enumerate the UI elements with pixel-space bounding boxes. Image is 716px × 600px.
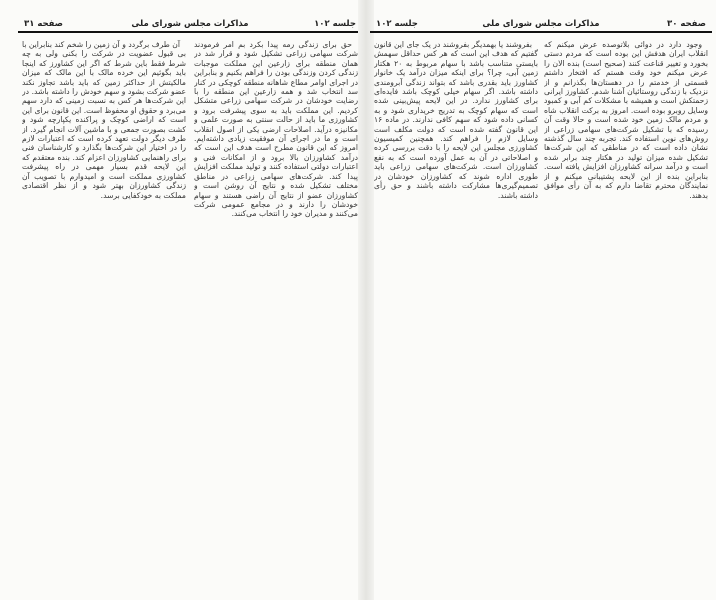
paragraph: وجود دارد در دوائی بلاتوصده عرض میکنم که انقلاب ایران هدفش این بوده است که مردم دستی بخورد و تغییر قناعت کنند (صحیح است) بنده الان را عرض میکنم خود وقت هستم که افتخار داشتم قسمتی از خدمتم را در دهستان‌ها بگذرانم و از نزدیک با زندگی روستائیان آشنا شدم. کشاورز ایرانی زحمتکش است و همیشه با مشکلات کم آبی و کمبود وسایل روبرو بوده است. امروز به برکت انقلاب شاه و مردم مالک زمین خود شده است و حالا وقت آن رسیده که با تشکیل شرکت‌های سهامی زراعی از روش‌های نوین استفاده کند. تجربه چند سال گذشته نشان داده است که در مناطقی که این شرکت‌ها تشکیل شده میزان تولید در هکتار چند برابر شده است و درآمد سرانه کشاورزان افزایش یافته است. بنابراین بنده از این لایحه پشتیبانی میکنم و از نمایندگان محترم تقاضا دارم که به آن رأی موافق بدهند. — [544, 40, 708, 200]
session-number: جلسه ۱۰۲ — [376, 19, 418, 29]
left-page — [18, 0, 362, 600]
text-column-right — [194, 40, 358, 590]
page-header — [370, 18, 712, 33]
text-column-right — [544, 40, 708, 590]
page-header — [18, 18, 362, 33]
session-number: جلسه ۱۰۲ — [314, 19, 356, 29]
paragraph: آن طرف برگردد و آن زمین را شخم کند بنابراین با بی قبول عضویت در شرکت را بکنی ولی به چه شرط فقط باین شرط که اگر این کشاورز که اینجا باید بگوئیم این خرده مالک با این مالک که میزان مالکیتش از حداکثر زمین که باید باشد تجاوز نکند عضو شرکت بشود و سهم خودش را داشته باشد. در این شرکت‌ها هر کس به نسبت زمینی که دارد سهم می‌برد و حقوق او محفوظ است. این قانون برای این است که اراضی کوچک و پراکنده یکپارچه شود و کشت بصورت جمعی و با ماشین آلات انجام گیرد. از طرف دیگر دولت تعهد کرده است که اعتبارات لازم را در اختیار این شرکت‌ها بگذارد و کارشناسان فنی برای راهنمایی کشاورزان اعزام کند. بنده معتقدم که این لایحه قدم بسیار مهمی در راه پیشرفت کشاورزی مملکت است و امیدوارم با تصویب آن زندگی کشاورزان بهتر شود و از نظر اقتصادی مملکت به خودکفایی برسد. — [22, 40, 186, 200]
right-page — [370, 0, 712, 600]
text-column-left — [374, 40, 538, 590]
running-title: مذاکرات مجلس شورای ملی — [482, 19, 600, 29]
running-title: مذاکرات مجلس شورای ملی — [131, 19, 249, 29]
text-column-left — [22, 40, 186, 590]
page-number: صفحه ۳۰ — [667, 19, 706, 29]
paragraph: حق برای زندگی رمه پیدا بکرد بم امر فرمودند شرکت سهامی زراعی تشکیل شود و قرار شد در همان منطقه برای زارعین این مملکت موجبات زندگی کردن وزندگی بودن را فراهم بکنیم و بنابراین در اجرای اوامر مطاع شاهانه منطقه کوچکی در کنار سد انتخاب شد و همه زارعین این منطقه را با رضایت خودشان در شرکت سهامی زراعی متشکل کردیم. این مملکت باید به سوی پیشرفت برود و کشاورزی ما باید از حالت سنتی به صورت علمی و مکانیزه درآید. اصلاحات ارضی یکی از اصول انقلاب است و ما در اجرای آن موفقیت زیادی داشته‌ایم. امروز که این قانون مطرح است هدف این است که درآمد کشاورزان بالا برود و از امکانات فنی و اعتبارات دولتی استفاده کنند و تولید مملکت افزایش پیدا کند. شرکت‌های سهامی زراعی در مناطق مختلف تشکیل شده و نتایج آن روشن است و کشاورزان عضو از نتایج آن راضی هستند و سهام خودشان را دارند و در مجامع عمومی شرکت می‌کنند و مدیران خود را انتخاب می‌کنند. — [194, 40, 358, 219]
paragraph: بفروشند یا بهمدیگر بفروشند در یک جای این قانون گفتیم که هدف این است که هر کس حداقل سهمش بایستی متناسب باشد با سهام مربوط به ۲۰ هکتار زمین آبی، چرا؟ برای اینکه میزان درآمد یک خانوار کشاورز باید بقدری باشد که بتواند زندگی آبرومندی داشته باشد. اگر سهام خیلی کوچک باشد فایده‌ای برای کشاورز ندارد. در این لایحه پیش‌بینی شده است که سهام کوچک به تدریج خریداری شود و به کسانی داده شود که سهم کافی ندارند. در ماده ۱۶ این قانون گفته شده است که دولت مکلف است وسایل لازم را فراهم کند. همچنین کمیسیون کشاورزی مجلس این لایحه را با دقت بررسی کرده و اصلاحاتی در آن به عمل آورده است که به نفع کشاورزان است. شرکت‌های سهامی زراعی باید طوری اداره شوند که کشاورزان خودشان در تصمیم‌گیری‌ها مشارکت داشته باشند و حق رأی داشته باشند. — [374, 40, 538, 200]
page-number: صفحه ۳۱ — [24, 19, 63, 29]
